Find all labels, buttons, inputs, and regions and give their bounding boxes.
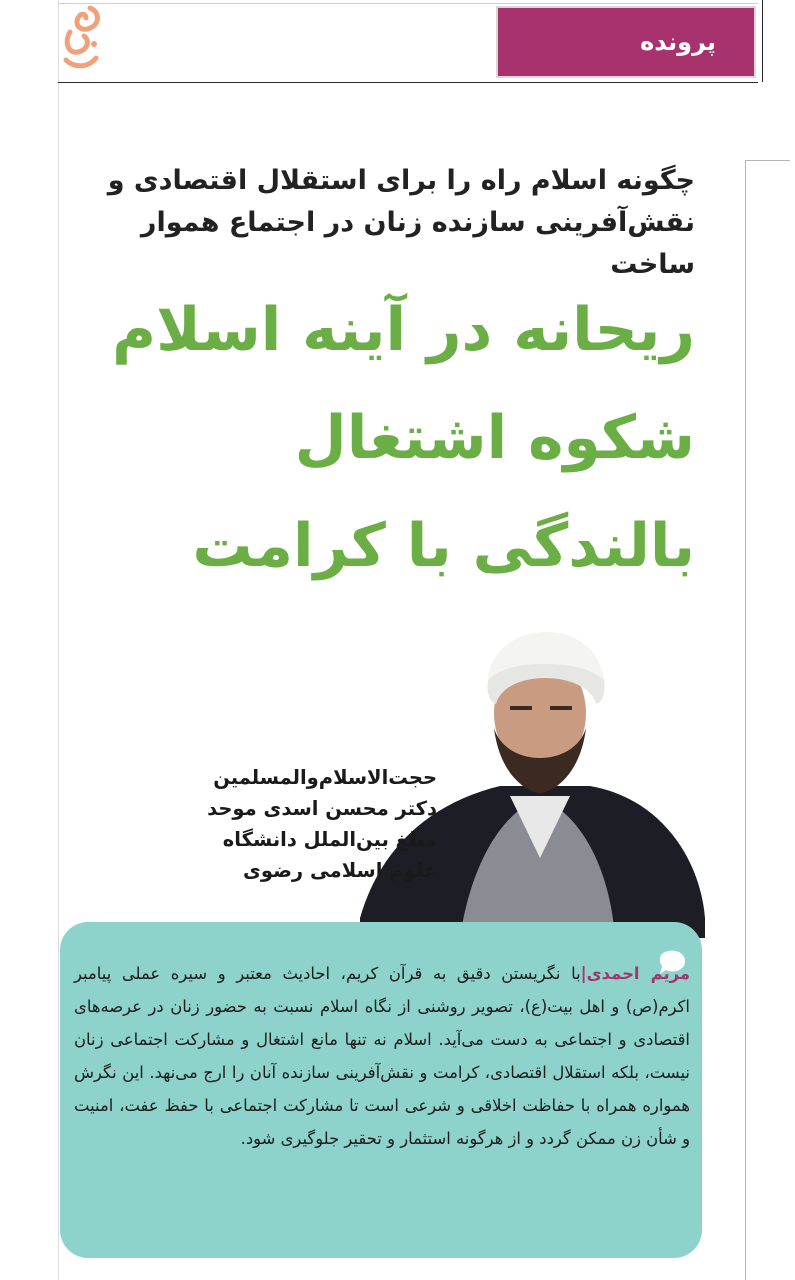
- person-name: دکتر محسن اسدی موحد: [207, 797, 437, 820]
- article-subtitle: چگونه اسلام راه را برای استقلال اقتصادی و نقش‌آفرینی سازنده زنان در اجتماع هموار ساخت: [107, 165, 695, 280]
- section-tag: [496, 6, 756, 78]
- person-role: مبلغ بین‌الملل دانشگاه: [222, 828, 437, 851]
- author-name: مریم احمدی|: [580, 964, 690, 983]
- article-body: [74, 957, 690, 1155]
- column-divider: [745, 160, 746, 1280]
- person-title: حجت‌الاسلام‌والمسلمین: [213, 766, 437, 789]
- article-headline: ریحانه در آینه اسلام شکوه اشتغال بالندگی با کرامت: [112, 295, 695, 581]
- person-institution: علوم اسلامی رضوی: [242, 859, 437, 882]
- column-divider-top: [745, 160, 790, 161]
- person-info: [137, 762, 437, 886]
- section-tag-label: پرونده: [640, 28, 716, 56]
- magazine-logo: [60, 2, 104, 80]
- body-paragraph: با نگریستن دقیق به قرآن کریم، احادیث معتبر و سیره عملی پیامبر اکرم(ص) و اهل بیت(ع)، تصویر روشنی از نگاه اسلام نسبت به حضور زنان در عرصه‌های اقتصادی و اجتماعی به دست می‌آید. اسلام نه تنها مانع اشتغال و مشارکت اجتماعی زنان نیست، بلکه استقلال اقتصادی، کرامت و نقش‌آفرینی سازنده آنان را ارج می‌نهد. این نگرش همواره همراه با حفاظت اخلاقی و شرعی است تا مشارکت اجتماعی با حفظ عفت، امنیت و شأن زن ممکن گردد و از هرگونه استثمار و تحقیر جلوگیری شود.: [74, 964, 690, 1148]
- header-rule: [58, 82, 758, 83]
- header-right-rule: [762, 0, 763, 82]
